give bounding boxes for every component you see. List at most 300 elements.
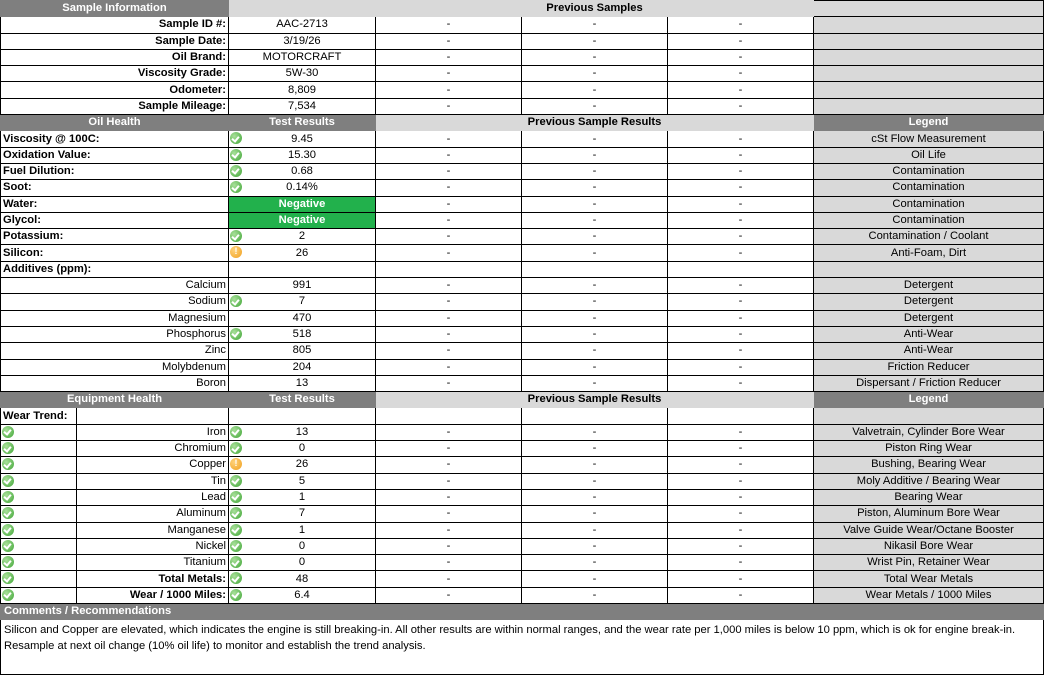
trend-cell	[1, 506, 77, 522]
blank	[229, 408, 376, 424]
check-icon	[230, 149, 242, 161]
previous-value: -	[522, 212, 668, 228]
result-value	[229, 131, 376, 147]
check-icon	[230, 556, 242, 568]
oil-label: Viscosity @ 100C:	[1, 131, 229, 147]
result-value	[229, 343, 376, 359]
sample-value: 3/19/26	[229, 33, 376, 49]
sample-label: Sample Mileage:	[1, 98, 229, 114]
check-icon	[2, 507, 14, 519]
previous-value: -	[376, 424, 522, 440]
metal-label: Tin	[77, 473, 229, 489]
sample-row	[1, 33, 1044, 49]
previous-value: -	[376, 343, 522, 359]
metal-label: Titanium	[77, 555, 229, 571]
previous-value: -	[668, 343, 814, 359]
legend-text: Anti-Wear	[814, 326, 1044, 342]
result-text: 2	[298, 230, 306, 243]
legend-text: Friction Reducer	[814, 359, 1044, 375]
previous-value: -	[376, 587, 522, 603]
check-icon	[2, 475, 14, 487]
wear-row	[1, 587, 1044, 603]
previous-value: -	[522, 180, 668, 196]
additive-name: Boron	[196, 376, 226, 389]
previous-value: -	[376, 571, 522, 587]
additive-row	[1, 294, 1044, 310]
previous-value: -	[668, 522, 814, 538]
wear-row	[1, 538, 1044, 554]
previous-value: -	[376, 147, 522, 163]
previous-value: -	[668, 506, 814, 522]
sample-label: Oil Brand:	[1, 49, 229, 65]
oil-row	[1, 212, 1044, 228]
trend-cell	[1, 522, 77, 538]
blank	[77, 408, 229, 424]
previous-value: -	[376, 229, 522, 245]
wear-row	[1, 506, 1044, 522]
check-icon	[230, 328, 242, 340]
section-title: Previous Sample Results	[376, 115, 814, 131]
result-value	[229, 229, 376, 245]
legend-text: Moly Additive / Bearing Wear	[814, 473, 1044, 489]
result-text: 48	[295, 572, 309, 585]
previous-value: -	[376, 17, 522, 33]
additive-label	[1, 359, 229, 375]
result-value	[229, 163, 376, 179]
blank-legend	[814, 82, 1044, 98]
sample-label: Sample Date:	[1, 33, 229, 49]
previous-value: -	[376, 506, 522, 522]
legend-text: cSt Flow Measurement	[814, 131, 1044, 147]
previous-value: -	[376, 326, 522, 342]
blank-legend	[814, 408, 1044, 424]
previous-value: -	[522, 343, 668, 359]
check-icon	[230, 132, 242, 144]
previous-value: -	[522, 375, 668, 391]
check-icon	[2, 589, 14, 601]
section-title: Equipment Health	[1, 392, 229, 408]
result-value	[229, 294, 376, 310]
legend-text: Dispersant / Friction Reducer	[814, 375, 1044, 391]
blank-legend	[814, 1, 1044, 17]
check-icon	[230, 230, 242, 242]
previous-value: -	[522, 326, 668, 342]
wear-row	[1, 489, 1044, 505]
previous-value: -	[376, 196, 522, 212]
previous-value: -	[668, 196, 814, 212]
result-text: 7	[298, 295, 306, 308]
additive-row	[1, 326, 1044, 342]
previous-value: -	[668, 489, 814, 505]
additive-label	[1, 326, 229, 342]
section-title: Previous Samples	[376, 1, 814, 17]
previous-value: -	[668, 424, 814, 440]
previous-value: -	[668, 49, 814, 65]
legend-text: Piston, Aluminum Bore Wear	[814, 506, 1044, 522]
previous-value: -	[376, 82, 522, 98]
previous-value: -	[522, 441, 668, 457]
result-text: 0.14%	[286, 181, 318, 194]
legend-text: Nikasil Bore Wear	[814, 538, 1044, 554]
section-title: Legend	[814, 392, 1044, 408]
section-title: Previous Sample Results	[376, 392, 814, 408]
previous-value: -	[522, 66, 668, 82]
blank-legend	[814, 33, 1044, 49]
check-icon	[230, 442, 242, 454]
warning-icon	[230, 458, 242, 470]
check-icon	[230, 491, 242, 503]
result-value	[229, 571, 376, 587]
blank-legend	[814, 261, 1044, 277]
blank-legend	[814, 66, 1044, 82]
result-value	[229, 424, 376, 440]
result-value: Negative	[229, 196, 376, 212]
result-text: 0.68	[291, 165, 313, 178]
legend-text: Detergent	[814, 278, 1044, 294]
check-icon	[2, 442, 14, 454]
previous-value: -	[668, 473, 814, 489]
previous-value: -	[522, 147, 668, 163]
legend-text: Valve Guide Wear/Octane Booster	[814, 522, 1044, 538]
additive-label	[1, 310, 229, 326]
additive-name: Magnesium	[168, 311, 226, 324]
previous-value: -	[522, 424, 668, 440]
previous-value: -	[376, 457, 522, 473]
oil-row	[1, 180, 1044, 196]
additive-name: Calcium	[185, 279, 226, 292]
additive-row	[1, 310, 1044, 326]
oil-label: Fuel Dilution:	[1, 163, 229, 179]
previous-value: -	[376, 473, 522, 489]
previous-value: -	[522, 33, 668, 49]
legend-text: Contamination	[814, 180, 1044, 196]
metal-label: Nickel	[77, 538, 229, 554]
metal-label: Manganese	[77, 522, 229, 538]
result-text: 0	[298, 442, 306, 455]
check-icon	[230, 475, 242, 487]
additive-label	[1, 278, 229, 294]
previous-value: -	[668, 571, 814, 587]
legend-text: Contamination	[814, 196, 1044, 212]
check-icon	[2, 572, 14, 584]
previous-value: -	[376, 33, 522, 49]
result-text: 13	[295, 425, 309, 438]
result-value	[229, 489, 376, 505]
previous-value: -	[522, 245, 668, 261]
sample-row	[1, 17, 1044, 33]
previous-value: -	[668, 326, 814, 342]
wear-row	[1, 441, 1044, 457]
previous-value: -	[668, 229, 814, 245]
legend-text: Detergent	[814, 310, 1044, 326]
trend-cell	[1, 538, 77, 554]
sample-row	[1, 98, 1044, 114]
previous-value: -	[522, 555, 668, 571]
previous-value: -	[668, 17, 814, 33]
oil-row	[1, 196, 1044, 212]
previous-value: -	[668, 82, 814, 98]
previous-value: -	[522, 359, 668, 375]
blank	[668, 408, 814, 424]
comments-row	[1, 620, 1044, 675]
check-icon	[230, 524, 242, 536]
legend-text: Contamination / Coolant	[814, 229, 1044, 245]
result-value	[229, 587, 376, 603]
result-text: 13	[295, 376, 309, 389]
previous-value: -	[668, 131, 814, 147]
result-text: 204	[292, 360, 312, 373]
additive-row	[1, 343, 1044, 359]
previous-value: -	[376, 278, 522, 294]
legend-text: Oil Life	[814, 147, 1044, 163]
trend-cell	[1, 473, 77, 489]
comments-text: Silicon and Copper are elevated, which indicates the engine is still breaking-in. All other results are within normal ranges, and the wear rate per 1,000 miles is below 10 ppm, which is ok for engine break-in. Resample at next oil change (10% oil life) to monitor and establish the trend analysis.	[1, 620, 1044, 675]
comments-header	[1, 603, 1044, 619]
wear-row	[1, 424, 1044, 440]
legend-text: Bushing, Bearing Wear	[814, 457, 1044, 473]
result-text: 0	[298, 556, 306, 569]
blank	[376, 261, 522, 277]
legend-text: Wrist Pin, Retainer Wear	[814, 555, 1044, 571]
result-value	[229, 555, 376, 571]
previous-value: -	[376, 522, 522, 538]
oil-label: Silicon:	[1, 245, 229, 261]
legend-text: Detergent	[814, 294, 1044, 310]
result-value	[229, 245, 376, 261]
result-value	[229, 180, 376, 196]
result-text: 26	[295, 246, 309, 259]
result-value	[229, 359, 376, 375]
result-value: Negative	[229, 212, 376, 228]
previous-value: -	[522, 457, 668, 473]
result-text: 0	[298, 539, 306, 552]
oil-health-header	[1, 115, 1044, 131]
previous-value: -	[376, 555, 522, 571]
result-text: 26	[295, 458, 309, 471]
previous-value: -	[376, 375, 522, 391]
result-text: 7	[298, 507, 306, 520]
oil-label: Potassium:	[1, 229, 229, 245]
result-value	[229, 326, 376, 342]
legend-text: Total Wear Metals	[814, 571, 1044, 587]
previous-value: -	[668, 587, 814, 603]
section-title: Comments / Recommendations	[1, 603, 1044, 619]
metal-label: Total Metals:	[77, 571, 229, 587]
result-text: 805	[292, 344, 312, 357]
additive-name: Molybdenum	[161, 360, 226, 373]
metal-label: Copper	[77, 457, 229, 473]
blank-header	[229, 1, 376, 17]
metal-label: Aluminum	[77, 506, 229, 522]
section-title: Oil Health	[1, 115, 229, 131]
equipment-health-header	[1, 392, 1044, 408]
wear-row	[1, 457, 1044, 473]
previous-value: -	[522, 587, 668, 603]
trend-cell	[1, 457, 77, 473]
section-title: Sample Information	[1, 1, 229, 17]
blank	[376, 408, 522, 424]
check-icon	[230, 295, 242, 307]
trend-cell	[1, 441, 77, 457]
previous-value: -	[668, 98, 814, 114]
additive-name: Zinc	[204, 344, 226, 357]
sample-row	[1, 66, 1044, 82]
oil-label: Water:	[1, 196, 229, 212]
sample-value: 5W-30	[229, 66, 376, 82]
legend-text: Contamination	[814, 163, 1044, 179]
result-text: 1	[298, 523, 306, 536]
trend-cell	[1, 489, 77, 505]
check-icon	[2, 426, 14, 438]
result-value	[229, 522, 376, 538]
previous-value: -	[376, 538, 522, 554]
check-icon	[230, 165, 242, 177]
section-title: Test Results	[229, 115, 376, 131]
previous-value: -	[376, 489, 522, 505]
wear-row	[1, 571, 1044, 587]
previous-value: -	[522, 229, 668, 245]
legend-text: Bearing Wear	[814, 489, 1044, 505]
previous-value: -	[376, 245, 522, 261]
section-title: Test Results	[229, 392, 376, 408]
check-icon	[230, 507, 242, 519]
previous-value: -	[376, 294, 522, 310]
previous-value: -	[376, 66, 522, 82]
result-value	[229, 310, 376, 326]
previous-value: -	[522, 98, 668, 114]
check-icon	[230, 589, 242, 601]
previous-value: -	[376, 49, 522, 65]
result-text: 1	[298, 491, 306, 504]
result-value	[229, 457, 376, 473]
metal-label: Iron	[77, 424, 229, 440]
metal-label: Wear / 1000 Miles:	[77, 587, 229, 603]
wear-row	[1, 522, 1044, 538]
previous-value: -	[522, 163, 668, 179]
previous-value: -	[522, 538, 668, 554]
oil-label: Glycol:	[1, 212, 229, 228]
previous-value: -	[522, 522, 668, 538]
previous-value: -	[668, 163, 814, 179]
result-value	[229, 147, 376, 163]
additives-row	[1, 261, 1044, 277]
metal-label: Chromium	[77, 441, 229, 457]
oil-row	[1, 245, 1044, 261]
trend-cell	[1, 571, 77, 587]
previous-value: -	[668, 147, 814, 163]
check-icon	[230, 181, 242, 193]
check-icon	[2, 491, 14, 503]
additive-name: Phosphorus	[166, 328, 226, 341]
previous-value: -	[376, 212, 522, 228]
check-icon	[2, 556, 14, 568]
previous-value: -	[522, 473, 668, 489]
additive-label	[1, 375, 229, 391]
check-icon	[230, 572, 242, 584]
wear-trend-row	[1, 408, 1044, 424]
oil-row	[1, 147, 1044, 163]
blank	[522, 261, 668, 277]
previous-value: -	[668, 278, 814, 294]
sample-row	[1, 82, 1044, 98]
check-icon	[230, 540, 242, 552]
previous-value: -	[668, 245, 814, 261]
previous-value: -	[522, 294, 668, 310]
additive-row	[1, 278, 1044, 294]
sample-row	[1, 49, 1044, 65]
sample-label: Odometer:	[1, 82, 229, 98]
wear-row	[1, 555, 1044, 571]
check-icon	[2, 458, 14, 470]
previous-value: -	[522, 310, 668, 326]
legend-text: Valvetrain, Cylinder Bore Wear	[814, 424, 1044, 440]
trend-cell	[1, 587, 77, 603]
result-value	[229, 375, 376, 391]
previous-value: -	[668, 212, 814, 228]
previous-value: -	[522, 49, 668, 65]
result-value	[229, 473, 376, 489]
result-value	[229, 441, 376, 457]
previous-value: -	[376, 163, 522, 179]
previous-value: -	[522, 571, 668, 587]
result-value	[229, 506, 376, 522]
check-icon	[230, 426, 242, 438]
sample-label: Sample ID #:	[1, 17, 229, 33]
previous-value: -	[668, 33, 814, 49]
previous-value: -	[668, 375, 814, 391]
previous-value: -	[668, 538, 814, 554]
oil-label: Soot:	[1, 180, 229, 196]
blank	[229, 261, 376, 277]
previous-value: -	[376, 180, 522, 196]
legend-text: Piston Ring Wear	[814, 441, 1044, 457]
legend-text: Anti-Wear	[814, 343, 1044, 359]
previous-value: -	[376, 441, 522, 457]
sample-value: MOTORCRAFT	[229, 49, 376, 65]
previous-value: -	[522, 17, 668, 33]
legend-text: Wear Metals / 1000 Miles	[814, 587, 1044, 603]
previous-value: -	[376, 131, 522, 147]
oil-row	[1, 163, 1044, 179]
trend-cell	[1, 424, 77, 440]
previous-value: -	[522, 506, 668, 522]
sample-label: Viscosity Grade:	[1, 66, 229, 82]
additive-name: Sodium	[188, 295, 226, 308]
wear-row	[1, 473, 1044, 489]
previous-value: -	[668, 555, 814, 571]
sample-value: 7,534	[229, 98, 376, 114]
result-text: 518	[292, 328, 312, 341]
blank-legend	[814, 98, 1044, 114]
check-icon	[2, 540, 14, 552]
previous-value: -	[376, 310, 522, 326]
oil-label: Oxidation Value:	[1, 147, 229, 163]
additive-row	[1, 375, 1044, 391]
result-text: 6.4	[294, 588, 310, 601]
wear-trend-label: Wear Trend:	[1, 408, 77, 424]
warning-icon	[230, 246, 242, 258]
trend-cell	[1, 555, 77, 571]
legend-text: Contamination	[814, 212, 1044, 228]
oil-row	[1, 131, 1044, 147]
previous-value: -	[376, 359, 522, 375]
previous-value: -	[668, 294, 814, 310]
previous-value: -	[668, 441, 814, 457]
previous-value: -	[668, 359, 814, 375]
result-text: 470	[292, 311, 312, 324]
previous-value: -	[668, 66, 814, 82]
previous-value: -	[522, 489, 668, 505]
